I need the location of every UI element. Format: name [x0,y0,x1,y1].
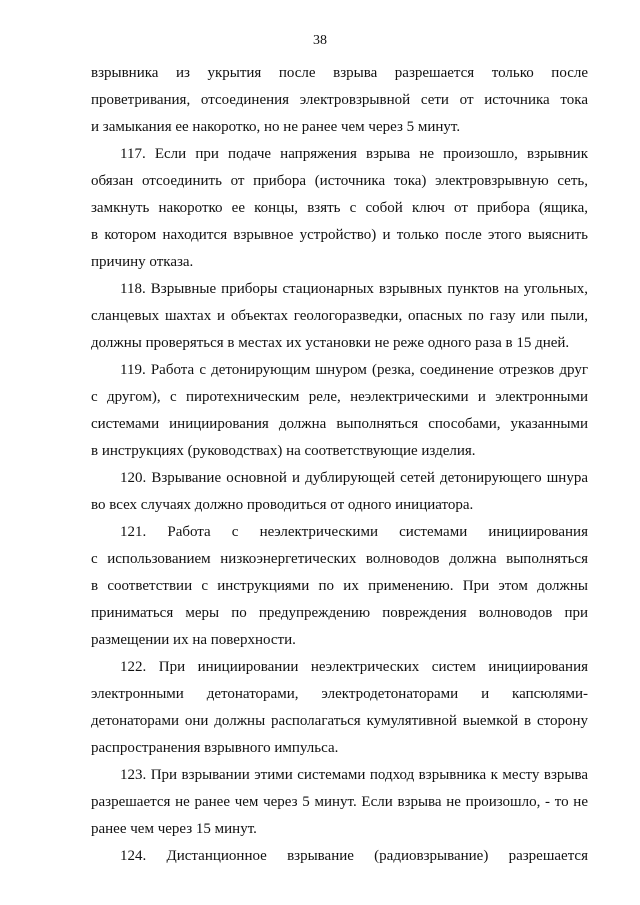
text-line: системами инициирования должна выполняться способами, указанными [91,416,588,432]
text-line: приниматься меры по предупреждению повреждения волноводов при [91,605,588,621]
paragraph-123-line: 123. При взрывании этими системами подход взрывника к месту взрыва [120,767,588,783]
text-line: в инструкциях (руководствах) на соответствующие изделия. [91,443,476,459]
paragraph-118-line: 118. Взрывные приборы стационарных взрывных пунктов на угольных, [120,281,588,297]
paragraph-124-line: 124. Дистанционное взрывание (радиовзрывание) разрешается [120,848,588,864]
text-line: сланцевых шахтах и объектах геологоразведки, опасных по газу или пыли, [91,308,588,324]
text-line: ранее чем через 15 минут. [91,821,257,837]
text-line: в соответствии с инструкциями по их применению. При этом должны [91,578,588,594]
text-line: в котором находится взрывное устройство) и только после этого выяснить [91,227,588,243]
text-line: разрешается не ранее чем через 5 минут. Если взрыва не произошло, - то не [91,794,588,810]
text-line: с использованием низкоэнергетических волноводов должна выполняться [91,551,588,567]
text-line: во всех случаях должно проводиться от одного инициатора. [91,497,474,513]
paragraph-117-line: 117. Если при подаче напряжения взрыва не произошло, взрывник [120,146,588,162]
text-line: замкнуть накоротко ее концы, взять с собой ключ от прибора (ящика, [91,200,588,216]
text-line: проветривания, отсоединения электровзрывной сети от источника тока [91,92,588,108]
text-line: распространения взрывного импульса. [91,740,339,756]
text-line: с другом), с пиротехническим реле, неэлектрическими и электронными [91,389,588,405]
text-line: электронными детонаторами, электродетонаторами и капсюлями- [91,686,588,702]
text-line: взрывника из укрытия после взрыва разрешается только после [91,65,588,81]
paragraph-121-line: 121. Работа с неэлектрическими системами инициирования [120,524,588,540]
page-number: 38 [313,33,327,48]
text-line: должны проверяться в местах их установки не реже одного раза в 15 дней. [91,335,570,351]
text-line: причину отказа. [91,254,194,270]
text-line: обязан отсоединить от прибора (источника тока) электровзрывную сеть, [91,173,588,189]
text-line: детонаторами они должны располагаться кумулятивной выемкой в сторону [91,713,588,729]
paragraph-122-line: 122. При инициировании неэлектрических систем инициирования [120,659,588,675]
text-line: размещении их на поверхности. [91,632,296,648]
text-line: и замыкания ее накоротко, но не ранее чем через 5 минут. [91,119,461,135]
paragraph-120-line: 120. Взрывание основной и дублирующей сетей детонирующего шнура [120,470,588,486]
paragraph-119-line: 119. Работа с детонирующим шнуром (резка, соединение отрезков друг [120,362,588,378]
